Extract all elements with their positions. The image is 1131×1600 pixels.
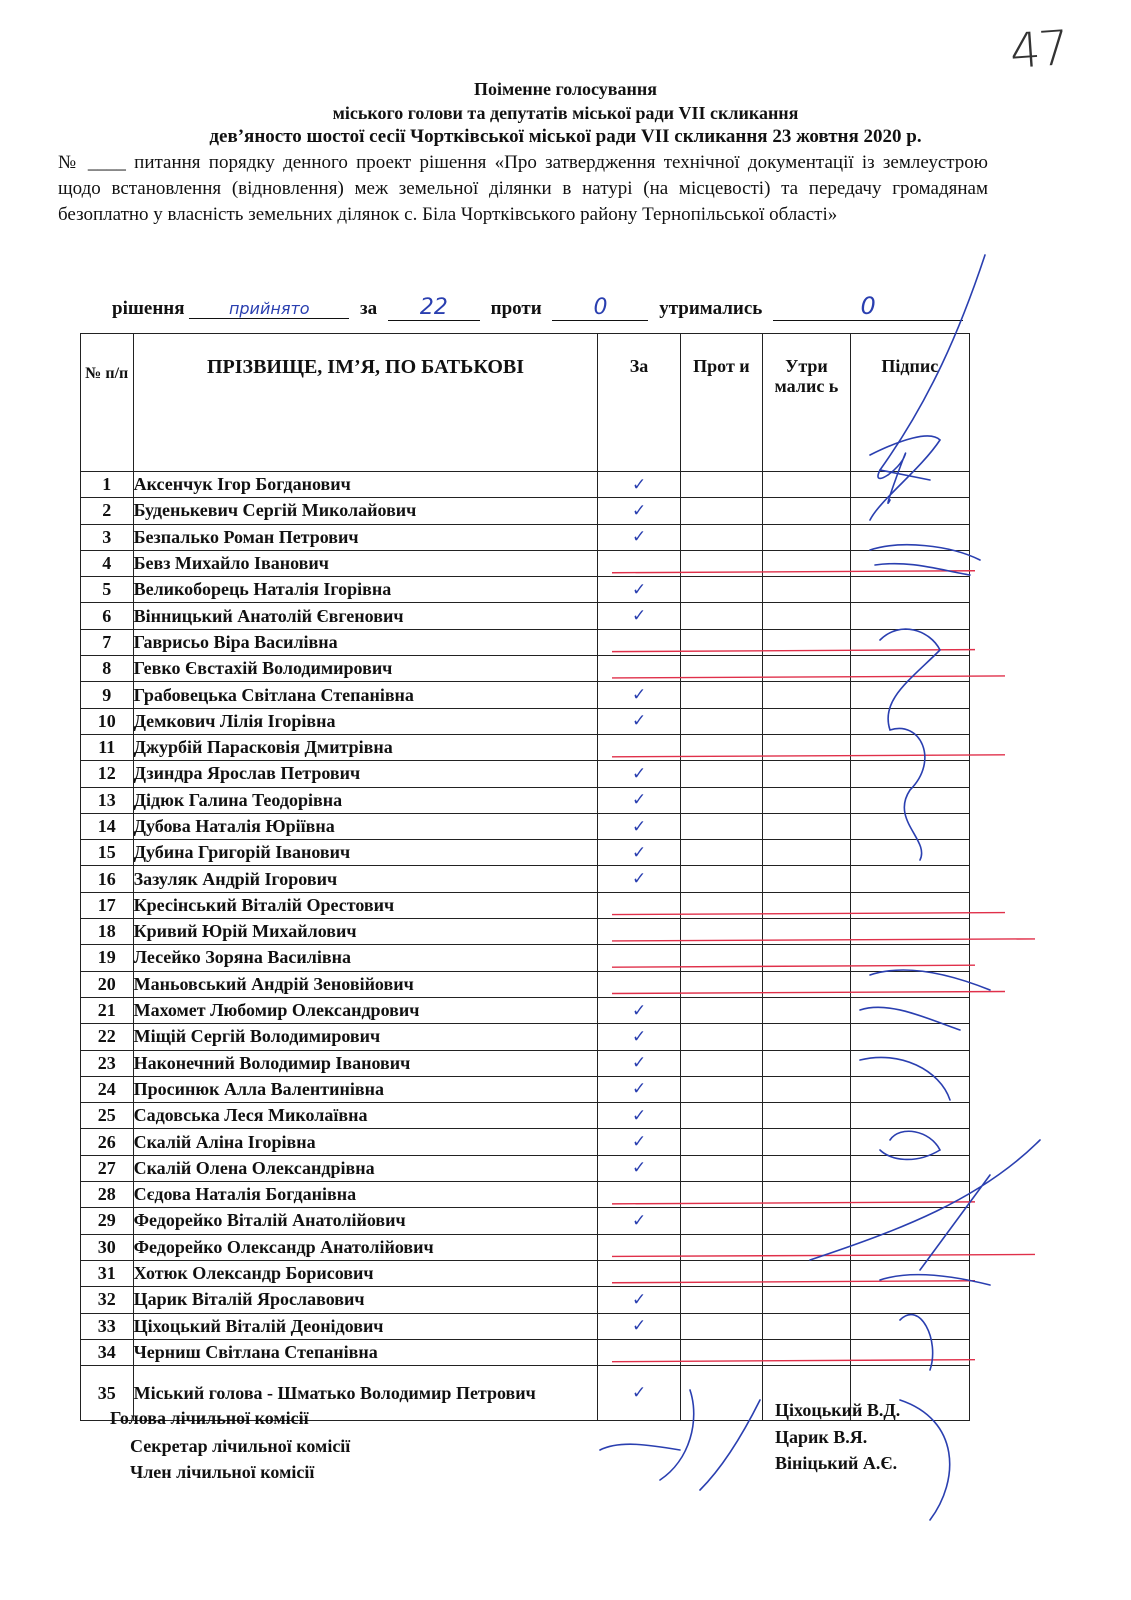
- row-number: 20: [81, 971, 134, 997]
- vote-for-cell: [598, 1260, 680, 1286]
- counting-member-name: Вініцький А.Є.: [775, 1453, 898, 1473]
- vote-abstained-cell: [763, 498, 851, 524]
- table-row: [81, 1050, 970, 1076]
- deputy-name: Федорейко Віталій Анатолійович: [133, 1208, 598, 1234]
- vote-against-cell: [680, 761, 763, 787]
- vote-against-cell: [680, 603, 763, 629]
- deputy-name: Махомет Любомир Олександрович: [133, 997, 598, 1023]
- for-label: за: [360, 298, 378, 319]
- check-mark-icon: ✓: [631, 1158, 647, 1179]
- signature-cell: [850, 1313, 969, 1339]
- check-mark-icon: ✓: [631, 1289, 647, 1310]
- signature-cell: [850, 472, 969, 498]
- row-number: 1: [81, 472, 134, 498]
- deputy-name: Вінницький Анатолій Євгенович: [133, 603, 598, 629]
- check-mark-icon: ✓: [631, 606, 647, 627]
- signature-cell: [850, 1182, 969, 1208]
- table-row: [81, 1208, 970, 1234]
- table-row: [81, 1234, 970, 1260]
- table-row: [81, 1260, 970, 1286]
- check-mark-icon: ✓: [631, 474, 647, 495]
- header-signature: Підпис: [850, 334, 969, 472]
- vote-abstained-cell: [763, 919, 851, 945]
- row-number: 24: [81, 1076, 134, 1102]
- vote-against-cell: [680, 866, 763, 892]
- vote-abstained-cell: [763, 997, 851, 1023]
- check-mark-icon: ✓: [631, 1079, 647, 1100]
- vote-for-cell: [598, 550, 680, 576]
- vote-for-cell: [598, 1024, 680, 1050]
- vote-against-cell: [680, 997, 763, 1023]
- row-number: 26: [81, 1129, 134, 1155]
- signature-cell: [850, 787, 969, 813]
- signature-cell: [850, 1076, 969, 1102]
- vote-abstained-cell: [763, 1339, 851, 1365]
- vote-abstained-cell: [763, 524, 851, 550]
- check-mark-icon: ✓: [631, 1210, 647, 1231]
- deputy-name: Міський голова - Шматько Володимир Петрович: [133, 1366, 598, 1421]
- table-row: [81, 1129, 970, 1155]
- row-number: 33: [81, 1313, 134, 1339]
- row-number: 18: [81, 919, 134, 945]
- vote-against-cell: [680, 1234, 763, 1260]
- deputy-name: Скалій Олена Олександрівна: [133, 1155, 598, 1181]
- vote-abstained-cell: [763, 1208, 851, 1234]
- row-number: 35: [81, 1366, 134, 1421]
- vote-against-cell: [680, 577, 763, 603]
- row-number: 2: [81, 498, 134, 524]
- deputy-name: Міщій Сергій Володимирович: [133, 1024, 598, 1050]
- vote-abstained-cell: [763, 1260, 851, 1286]
- vote-against-cell: [680, 892, 763, 918]
- vote-for-cell: [598, 1076, 680, 1102]
- vote-for-cell: [598, 472, 680, 498]
- signature-cell: [850, 1208, 969, 1234]
- signature-cell: [850, 1339, 969, 1365]
- signature-cell: [850, 734, 969, 760]
- row-number: 32: [81, 1287, 134, 1313]
- row-number: 6: [81, 603, 134, 629]
- signature-cell: [850, 1024, 969, 1050]
- check-mark-icon: ✓: [631, 1026, 647, 1047]
- decision-value: прийнято: [189, 299, 349, 319]
- signature-cell: [850, 997, 969, 1023]
- document-subtitle: міського голови та депутатів міської ради VII скликання: [332, 103, 799, 123]
- row-number: 7: [81, 629, 134, 655]
- vote-abstained-cell: [763, 1024, 851, 1050]
- vote-for-cell: [598, 524, 680, 550]
- vote-for-cell: [598, 997, 680, 1023]
- vote-against-cell: [680, 1050, 763, 1076]
- vote-against-cell: [680, 1366, 763, 1421]
- vote-against-cell: [680, 734, 763, 760]
- row-number: 15: [81, 840, 134, 866]
- vote-for-cell: [598, 1208, 680, 1234]
- table-row: [81, 472, 970, 498]
- check-mark-icon: ✓: [631, 1383, 647, 1404]
- vote-abstained-cell: [763, 577, 851, 603]
- deputy-name: Буденькевич Сергій Миколайович: [133, 498, 598, 524]
- row-number: 3: [81, 524, 134, 550]
- deputy-name: Царик Віталій Ярославович: [133, 1287, 598, 1313]
- vote-for-cell: [598, 577, 680, 603]
- vote-against-cell: [680, 656, 763, 682]
- vote-against-cell: [680, 1024, 763, 1050]
- vote-against-cell: [680, 1182, 763, 1208]
- signature-cell: [850, 971, 969, 997]
- session-line: дев’яносто шостої сесії Чортківської міської ради VII скликання 23 жовтня 2020 р.: [209, 126, 922, 147]
- counting-chair-name: Ціхоцький В.Д.: [775, 1400, 901, 1420]
- signature-cell: [850, 682, 969, 708]
- vote-against-cell: [680, 919, 763, 945]
- signature-cell: [850, 1129, 969, 1155]
- row-number: 34: [81, 1339, 134, 1365]
- vote-abstained-cell: [763, 945, 851, 971]
- vote-against-cell: [680, 1339, 763, 1365]
- abstained-label: утримались: [659, 298, 763, 319]
- row-number: 23: [81, 1050, 134, 1076]
- row-number: 28: [81, 1182, 134, 1208]
- deputy-name: Зазуляк Андрій Ігорович: [133, 866, 598, 892]
- row-number: 31: [81, 1260, 134, 1286]
- agenda-text: «Про затвердження технічної документації із землеустрою щодо встановлення (відновлення) меж земельної ділянки в натурі (на місцевості) та передачу громадянам безоплатно у власність земельних ділянок с. Біла Чортківського району Тернопільської області»: [58, 152, 988, 225]
- table-row: [81, 498, 970, 524]
- signature-cell: [850, 1155, 969, 1181]
- counting-secretary-label: Секретар лічильної комісії: [130, 1436, 351, 1456]
- vote-against-cell: [680, 840, 763, 866]
- signature-cell: [850, 577, 969, 603]
- vote-abstained-cell: [763, 761, 851, 787]
- table-row: [81, 919, 970, 945]
- header-against: Прот и: [680, 334, 763, 472]
- row-number: 29: [81, 1208, 134, 1234]
- vote-against-cell: [680, 524, 763, 550]
- header-for: За: [598, 334, 680, 472]
- signature-cell: [850, 892, 969, 918]
- table-row: [81, 1155, 970, 1181]
- vote-against-cell: [680, 1155, 763, 1181]
- vote-against-cell: [680, 1287, 763, 1313]
- table-row: [81, 524, 970, 550]
- signature-cell: [850, 656, 969, 682]
- table-row: [81, 945, 970, 971]
- signature-cell: [850, 919, 969, 945]
- deputy-name: Дідюк Галина Теодорівна: [133, 787, 598, 813]
- vote-for-cell: [598, 1129, 680, 1155]
- table-row: [81, 971, 970, 997]
- vote-against-cell: [680, 1129, 763, 1155]
- vote-for-cell: [598, 1155, 680, 1181]
- vote-for-cell: [598, 1050, 680, 1076]
- signature-cell: [850, 761, 969, 787]
- signature-cell: [850, 813, 969, 839]
- vote-abstained-cell: [763, 682, 851, 708]
- vote-abstained-cell: [763, 1313, 851, 1339]
- deputy-name: Скалій Аліна Ігорівна: [133, 1129, 598, 1155]
- signature-cell: [850, 498, 969, 524]
- signature-cell: [850, 1287, 969, 1313]
- vote-abstained-cell: [763, 472, 851, 498]
- page-number: 47: [1008, 20, 1069, 80]
- check-mark-icon: ✓: [631, 527, 647, 548]
- table-row: [81, 656, 970, 682]
- deputy-name: Хотюк Олександр Борисович: [133, 1260, 598, 1286]
- vote-abstained-cell: [763, 971, 851, 997]
- vote-for-cell: [598, 656, 680, 682]
- table-row: [81, 629, 970, 655]
- against-count: 0: [552, 295, 648, 321]
- table-row: [81, 603, 970, 629]
- check-mark-icon: ✓: [631, 790, 647, 811]
- row-number: 12: [81, 761, 134, 787]
- signature-cell: [850, 603, 969, 629]
- vote-abstained-cell: [763, 656, 851, 682]
- deputy-name: Демкович Лілія Ігорівна: [133, 708, 598, 734]
- decision-label: рішення: [112, 298, 185, 319]
- row-number: 14: [81, 813, 134, 839]
- table-row: [81, 682, 970, 708]
- check-mark-icon: ✓: [631, 1000, 647, 1021]
- agenda-prefix: № ____ питання порядку денного проект рішення: [58, 152, 487, 173]
- signature-cell: [850, 1103, 969, 1129]
- deputy-name: Лесейко Зоряна Василівна: [133, 945, 598, 971]
- check-mark-icon: ✓: [631, 711, 647, 732]
- table-row: [81, 1024, 970, 1050]
- check-mark-icon: ✓: [631, 816, 647, 837]
- deputy-name: Сєдова Наталія Богданівна: [133, 1182, 598, 1208]
- vote-for-cell: [598, 1339, 680, 1365]
- vote-for-cell: [598, 919, 680, 945]
- deputy-name: Дубина Григорій Іванович: [133, 840, 598, 866]
- vote-abstained-cell: [763, 892, 851, 918]
- signature-cell: [850, 1260, 969, 1286]
- counting-secretary-name: Царик В.Я.: [775, 1427, 868, 1447]
- deputy-name: Кривий Юрій Михайлович: [133, 919, 598, 945]
- vote-for-cell: [598, 761, 680, 787]
- vote-for-cell: [598, 603, 680, 629]
- signature-cell: [850, 1050, 969, 1076]
- counting-chair-label: Голова лічильної комісії: [110, 1408, 309, 1428]
- vote-for-cell: [598, 1182, 680, 1208]
- vote-abstained-cell: [763, 1155, 851, 1181]
- table-row: [81, 734, 970, 760]
- vote-for-cell: [598, 1234, 680, 1260]
- row-number: 19: [81, 945, 134, 971]
- vote-abstained-cell: [763, 840, 851, 866]
- row-number: 16: [81, 866, 134, 892]
- table-row: [81, 550, 970, 576]
- check-mark-icon: ✓: [631, 1105, 647, 1126]
- table-row: [81, 1339, 970, 1365]
- row-number: 5: [81, 577, 134, 603]
- vote-abstained-cell: [763, 866, 851, 892]
- agenda-item: [58, 150, 988, 228]
- deputy-name: Гаврисьо Віра Василівна: [133, 629, 598, 655]
- row-number: 25: [81, 1103, 134, 1129]
- table-row: [81, 1182, 970, 1208]
- vote-against-cell: [680, 1076, 763, 1102]
- vote-against-cell: [680, 1103, 763, 1129]
- signature-cell: [850, 866, 969, 892]
- table-row: [81, 1287, 970, 1313]
- deputy-name: Аксенчук Ігор Богданович: [133, 472, 598, 498]
- vote-for-cell: [598, 840, 680, 866]
- row-number: 4: [81, 550, 134, 576]
- check-mark-icon: ✓: [631, 763, 647, 784]
- vote-against-cell: [680, 472, 763, 498]
- table-row: [81, 813, 970, 839]
- vote-abstained-cell: [763, 813, 851, 839]
- vote-abstained-cell: [763, 708, 851, 734]
- table-row: [81, 1076, 970, 1102]
- deputy-name: Маньовський Андрій Зеновійович: [133, 971, 598, 997]
- vote-for-cell: [598, 629, 680, 655]
- vote-against-cell: [680, 1208, 763, 1234]
- vote-against-cell: [680, 787, 763, 813]
- signature-cell: [850, 1234, 969, 1260]
- table-row: [81, 787, 970, 813]
- table-header-row: [81, 334, 970, 472]
- vote-against-cell: [680, 1260, 763, 1286]
- row-number: 11: [81, 734, 134, 760]
- vote-for-cell: [598, 498, 680, 524]
- counting-member-label: Член лічильної комісії: [130, 1462, 315, 1482]
- table-row: [81, 866, 970, 892]
- signature-cell: [850, 945, 969, 971]
- header-name: ПРІЗВИЩЕ, ІМ’Я, ПО БАТЬКОВІ: [133, 334, 598, 472]
- vote-abstained-cell: [763, 1182, 851, 1208]
- vote-against-cell: [680, 1313, 763, 1339]
- vote-abstained-cell: [763, 1103, 851, 1129]
- row-number: 30: [81, 1234, 134, 1260]
- check-mark-icon: ✓: [631, 500, 647, 521]
- vote-abstained-cell: [763, 550, 851, 576]
- row-number: 9: [81, 682, 134, 708]
- deputy-name: Джурбій Парасковія Дмитрівна: [133, 734, 598, 760]
- deputy-name: Ціхоцький Віталій Деонідович: [133, 1313, 598, 1339]
- header-num: № п/п: [81, 334, 134, 472]
- deputy-name: Безпалько Роман Петрович: [133, 524, 598, 550]
- table-row: [81, 761, 970, 787]
- row-number: 10: [81, 708, 134, 734]
- check-mark-icon: ✓: [631, 1132, 647, 1153]
- against-label: проти: [490, 298, 542, 319]
- vote-for-cell: [598, 945, 680, 971]
- table-row: [81, 1103, 970, 1129]
- vote-for-cell: [598, 734, 680, 760]
- vote-for-cell: [598, 1287, 680, 1313]
- vote-for-cell: [598, 708, 680, 734]
- check-mark-icon: ✓: [631, 1316, 647, 1337]
- vote-against-cell: [680, 550, 763, 576]
- vote-abstained-cell: [763, 603, 851, 629]
- for-count: 22: [388, 295, 480, 321]
- vote-for-cell: [598, 813, 680, 839]
- row-number: 22: [81, 1024, 134, 1050]
- deputy-name: Наконечний Володимир Іванович: [133, 1050, 598, 1076]
- table-row: [81, 708, 970, 734]
- table-row: [81, 1313, 970, 1339]
- document-title: Поіменне голосування: [473, 79, 658, 99]
- table-row: [81, 892, 970, 918]
- table-row: [81, 577, 970, 603]
- deputy-name: Просинюк Алла Валентинівна: [133, 1076, 598, 1102]
- check-mark-icon: ✓: [631, 1053, 647, 1074]
- deputy-name: Федорейко Олександр Анатолійович: [133, 1234, 598, 1260]
- vote-for-cell: [598, 787, 680, 813]
- table-body: [81, 472, 970, 1421]
- vote-for-cell: [598, 682, 680, 708]
- signature-cell: [850, 629, 969, 655]
- vote-against-cell: [680, 708, 763, 734]
- deputy-name: Садовська Леся Миколаївна: [133, 1103, 598, 1129]
- signature-cell: [850, 840, 969, 866]
- deputy-name: Дубова Наталія Юріївна: [133, 813, 598, 839]
- vote-against-cell: [680, 498, 763, 524]
- signature-cell: [850, 524, 969, 550]
- signature-cell: [850, 550, 969, 576]
- abstained-count: 0: [773, 292, 963, 321]
- deputy-name: Кресінський Віталій Орестович: [133, 892, 598, 918]
- vote-abstained-cell: [763, 1287, 851, 1313]
- vote-for-cell: [598, 971, 680, 997]
- vote-for-cell: [598, 1313, 680, 1339]
- vote-for-cell: [598, 1366, 680, 1421]
- vote-abstained-cell: [763, 1076, 851, 1102]
- check-mark-icon: ✓: [631, 685, 647, 706]
- row-number: 17: [81, 892, 134, 918]
- deputy-name: Грабовецька Світлана Степанівна: [133, 682, 598, 708]
- table-row: [81, 997, 970, 1023]
- vote-for-cell: [598, 892, 680, 918]
- signature-cell: [850, 708, 969, 734]
- deputy-name: Бевз Михайло Іванович: [133, 550, 598, 576]
- deputy-name: Великоборець Наталія Ігорівна: [133, 577, 598, 603]
- vote-against-cell: [680, 629, 763, 655]
- vote-for-cell: [598, 866, 680, 892]
- row-number: 21: [81, 997, 134, 1023]
- vote-against-cell: [680, 971, 763, 997]
- row-number: 8: [81, 656, 134, 682]
- vote-abstained-cell: [763, 1234, 851, 1260]
- check-mark-icon: ✓: [631, 869, 647, 890]
- vote-against-cell: [680, 945, 763, 971]
- voting-table: [80, 333, 970, 1421]
- vote-against-cell: [680, 682, 763, 708]
- vote-abstained-cell: [763, 629, 851, 655]
- row-number: 13: [81, 787, 134, 813]
- vote-against-cell: [680, 813, 763, 839]
- header-abstained: Утри малис ь: [763, 334, 851, 472]
- vote-abstained-cell: [763, 787, 851, 813]
- table-row: [81, 840, 970, 866]
- check-mark-icon: ✓: [631, 842, 647, 863]
- vote-abstained-cell: [763, 1050, 851, 1076]
- row-number: 27: [81, 1155, 134, 1181]
- deputy-name: Черниш Світлана Степанівна: [133, 1339, 598, 1365]
- vote-for-cell: [598, 1103, 680, 1129]
- check-mark-icon: ✓: [631, 579, 647, 600]
- vote-abstained-cell: [763, 1129, 851, 1155]
- decision-line: [112, 292, 963, 321]
- deputy-name: Гевко Євстахій Володимирович: [133, 656, 598, 682]
- vote-abstained-cell: [763, 734, 851, 760]
- deputy-name: Дзиндра Ярослав Петрович: [133, 761, 598, 787]
